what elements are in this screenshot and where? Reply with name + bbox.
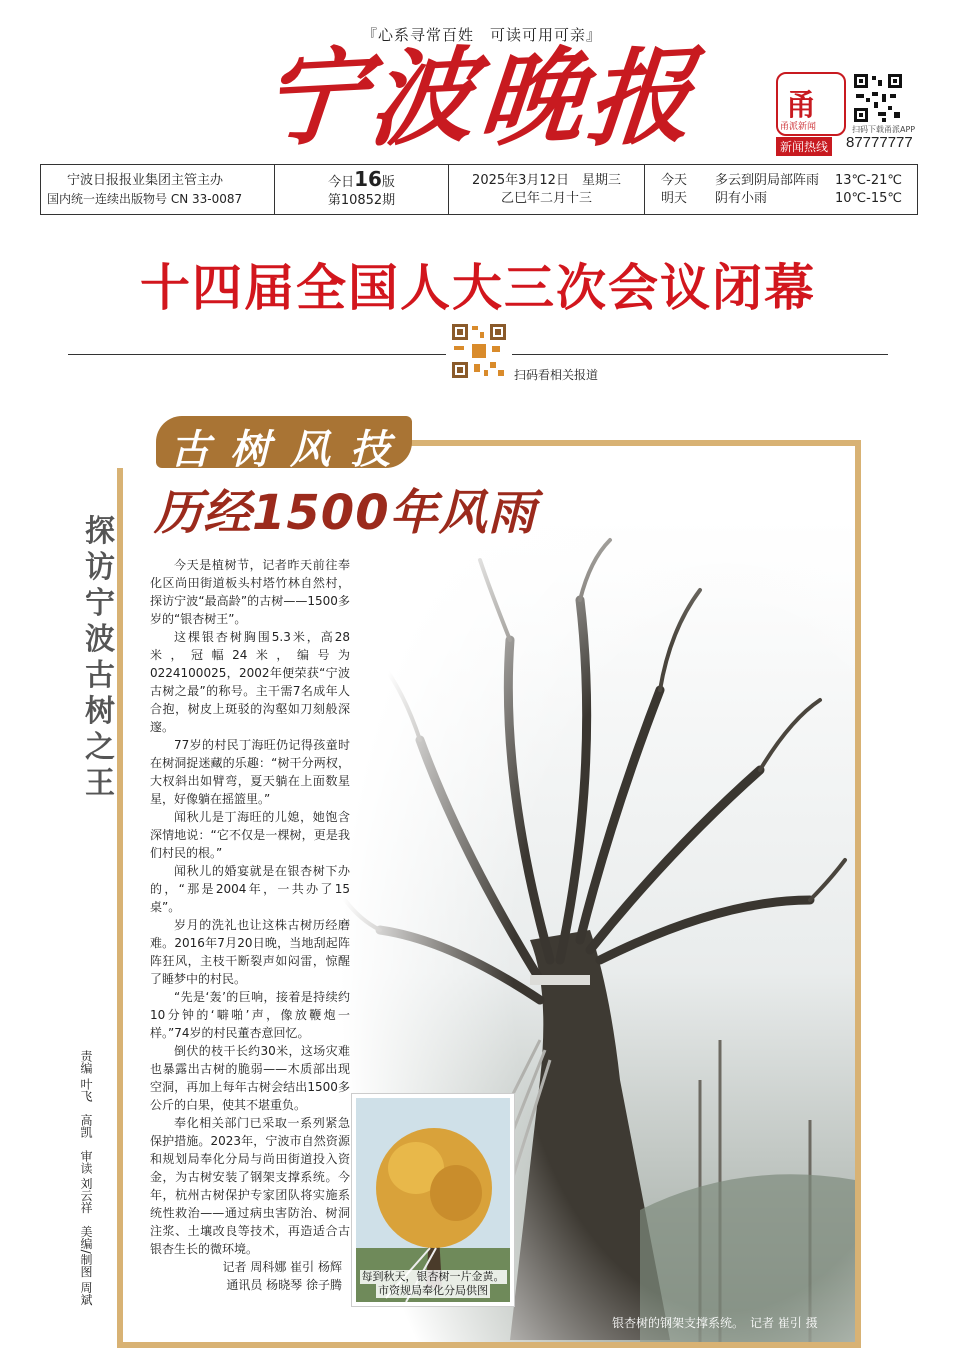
lunar-date-text: 乙巳年二月十三 [500, 190, 592, 206]
inset-caption-line: 市资规局奉化分局供图 [378, 1284, 488, 1297]
vertical-headline-char: 探 [85, 514, 115, 549]
weather-desc: 多云到阴局部阵雨 [715, 172, 820, 188]
column-title-char: 风 [290, 426, 330, 473]
publisher-text: 宁波日报报业集团主管主办 [67, 172, 224, 188]
vertical-headline-char: 宁 [85, 586, 115, 621]
hotline-number: 87777777 [846, 134, 913, 151]
qr-code-icon [450, 322, 508, 380]
pages-cell [275, 165, 449, 214]
article-credit: 通讯员 杨晓琴 徐子腾 [226, 1278, 342, 1292]
inset-caption [356, 1270, 510, 1298]
publisher-cell [41, 165, 275, 214]
pages-prefix: 今日 [328, 174, 355, 190]
editor-credits: 责编 叶飞 高凯 审读 刘云祥 美编/制图 周斌 [79, 1050, 93, 1306]
article-body [150, 556, 350, 1294]
weather-desc: 阴有小雨 [715, 190, 768, 206]
scan-caption: 扫码看相关报道 [514, 368, 599, 382]
article-paragraph: 闻秋儿是丁海旺的儿媳，她饱含深情地说：“它不仅是一棵树，更是我们村民的根。” [150, 810, 350, 860]
issn-text: 国内统一连续出版物号 CN 33-0087 [47, 191, 243, 206]
weather-day: 今天 [661, 172, 688, 188]
article-paragraph: “先是‘轰’的巨响，接着是持续约10分钟的‘噼啪’声，像放鞭炮一样。”74岁的村民董杏意回忆。 [150, 990, 350, 1040]
vertical-headline-char: 树 [85, 694, 115, 729]
date-text: 2025年3月12日 星期三 [472, 172, 621, 188]
qr-code-icon [852, 72, 904, 124]
divider [512, 354, 888, 355]
divider [68, 354, 446, 355]
inset-photo [352, 1094, 514, 1306]
feature-subtitle: 历经1500年风雨 [154, 485, 537, 541]
article-paragraph: 今天是植树节，记者昨天前往奉化区尚田街道板头村塔竹林自然村，探访宁波“最高龄”的古树——1500多岁的“银杏树王”。 [150, 558, 350, 626]
app-logo [776, 72, 846, 136]
column-title-char: 古 [170, 426, 210, 473]
article-paragraph: 闻秋儿的婚宴就是在银杏树下办的，“那是2004年，一共办了15桌”。 [150, 864, 350, 914]
weather-row-tomorrow [661, 190, 917, 208]
column-title-char: 树 [230, 426, 270, 473]
vertical-headline-char: 古 [85, 658, 115, 693]
main-headline: 十四届全国人大三次会议闭幕 [140, 259, 816, 317]
issue-number: 第10852期 [327, 192, 396, 208]
article-paragraph: 77岁的村民丁海旺仍记得孩童时在树洞捉迷藏的乐趣：“树干分两杈，大杈斜出如臂弯，夏天躺在上面数星星，好像躺在摇篮里。” [150, 738, 350, 806]
vertical-headline-char: 访 [85, 550, 115, 585]
pages-number: 16 [354, 166, 382, 191]
info-bar [40, 164, 918, 215]
logo-char-2: 波 [364, 33, 480, 162]
article-credit: 记者 周科娜 崔引 杨辉 [222, 1260, 342, 1274]
weather-temp: 10℃-15℃ [835, 190, 902, 206]
photo-caption: 银杏树的钢架支撑系统。 记者 崔引 摄 [612, 1316, 818, 1330]
pages-suffix: 版 [381, 174, 395, 190]
app-logo-caption: 甬派新闻 [780, 122, 817, 132]
inset-caption-line: 每到秋天，银杏树一片金黄。 [361, 1270, 505, 1283]
hotline-label: 新闻热线 [776, 137, 832, 156]
column-title-char: 技 [350, 426, 390, 473]
logo-char-3: 晚 [474, 33, 590, 162]
logo-char-1: 宁 [256, 33, 372, 162]
weather-temp: 13℃-21℃ [835, 172, 902, 188]
vertical-headline-char: 王 [85, 766, 115, 801]
weather-cell [645, 165, 917, 214]
article-paragraph: 倒伏的枝干长约30米，这场灾难也暴露出古树的脆弱——木质部出现空洞，再加上每年古树会结出1500多公斤的白果，使其不堪重负。 [150, 1044, 350, 1112]
logo-char-4: 报 [582, 33, 698, 162]
weather-day: 明天 [661, 190, 688, 206]
masthead-slogan: 『心系寻常百姓 可读可用可亲』 [362, 26, 603, 44]
vertical-headline-char: 波 [85, 622, 115, 657]
vertical-headline-char: 之 [85, 730, 115, 765]
app-logo-mark: 甬 [786, 88, 816, 123]
article-paragraph: 奉化相关部门已采取一系列紧急保护措施。2023年，宁波市自然资源和规划局奉化分局与尚田街道投入资金，为古树安装了钢架支撑系统。今年，杭州古树保护专家团队将实施系统性救治——通过病虫害防治、树洞注浆、土壤改良等技术，再造适合古银杏生长的微环境。 [150, 1116, 350, 1256]
qr-code-caption: 扫码下载甬派APP [852, 125, 916, 134]
pages-count [328, 166, 395, 192]
column-title-badge [156, 416, 412, 473]
vertical-headline [80, 514, 120, 802]
article-paragraph: 这棵银杏树胸围5.3米，高28米，冠幅24米，编号为0224100025，2002年便荣获“宁波古树之最”的称号。主干需7名成年人合抱，树皮上斑驳的沟壑如刀刻般深邃。 [150, 630, 350, 734]
article-paragraph: 岁月的洗礼也让这株古树历经磨难。2016年7月20日晚，当地刮起阵阵狂风，主枝干断裂声如闷雷，惊醒了睡梦中的村民。 [150, 918, 350, 986]
weather-row-today [661, 172, 917, 190]
date-cell [449, 165, 645, 214]
